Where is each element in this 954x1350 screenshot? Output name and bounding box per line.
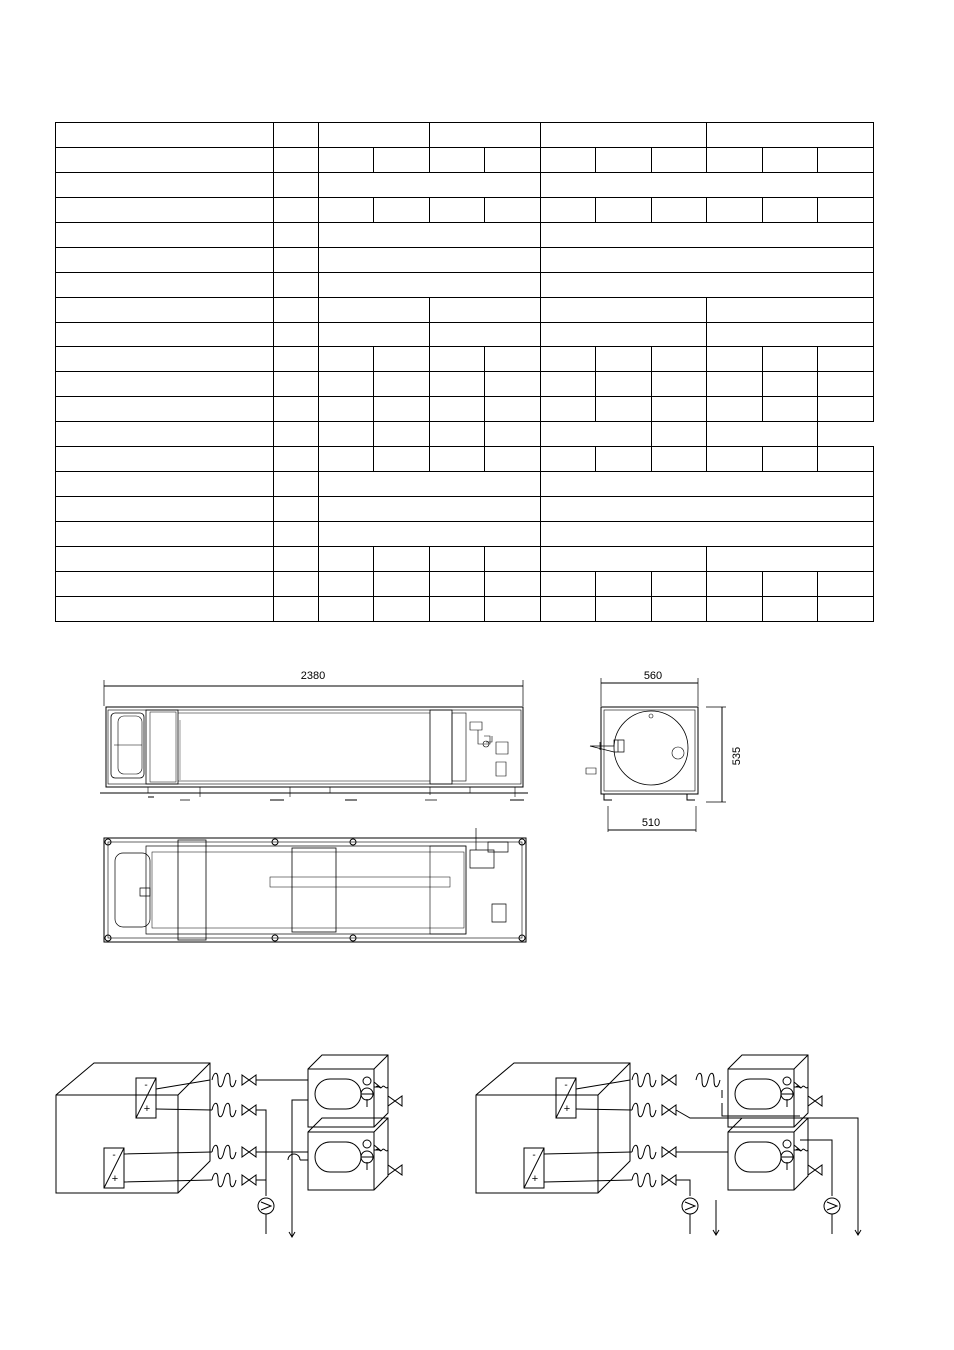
- schematic-left-minus-2: -: [112, 1150, 116, 1161]
- hydraulic-schematic-right: [476, 1055, 861, 1235]
- front-view-width-label: 560: [643, 670, 663, 682]
- front-view-height-label: 535: [731, 746, 743, 766]
- schematic-left-plus-1: +: [143, 1103, 151, 1115]
- schematic-left-plus-2: +: [111, 1173, 119, 1185]
- schematic-right-plus-2: +: [531, 1173, 539, 1185]
- schematic-right-minus-2: -: [532, 1150, 536, 1161]
- schematic-right-minus-1: -: [564, 1080, 568, 1091]
- side-view-length-label: 2380: [300, 670, 326, 682]
- front-view-drawing: [586, 678, 726, 832]
- schematic-left-minus-1: -: [144, 1080, 148, 1091]
- schematic-right-plus-1: +: [563, 1103, 571, 1115]
- side-view-drawing: [100, 680, 528, 800]
- hydraulic-schematic-left: [56, 1055, 402, 1237]
- top-view-drawing: [104, 828, 526, 942]
- front-view-base-label: 510: [641, 817, 661, 829]
